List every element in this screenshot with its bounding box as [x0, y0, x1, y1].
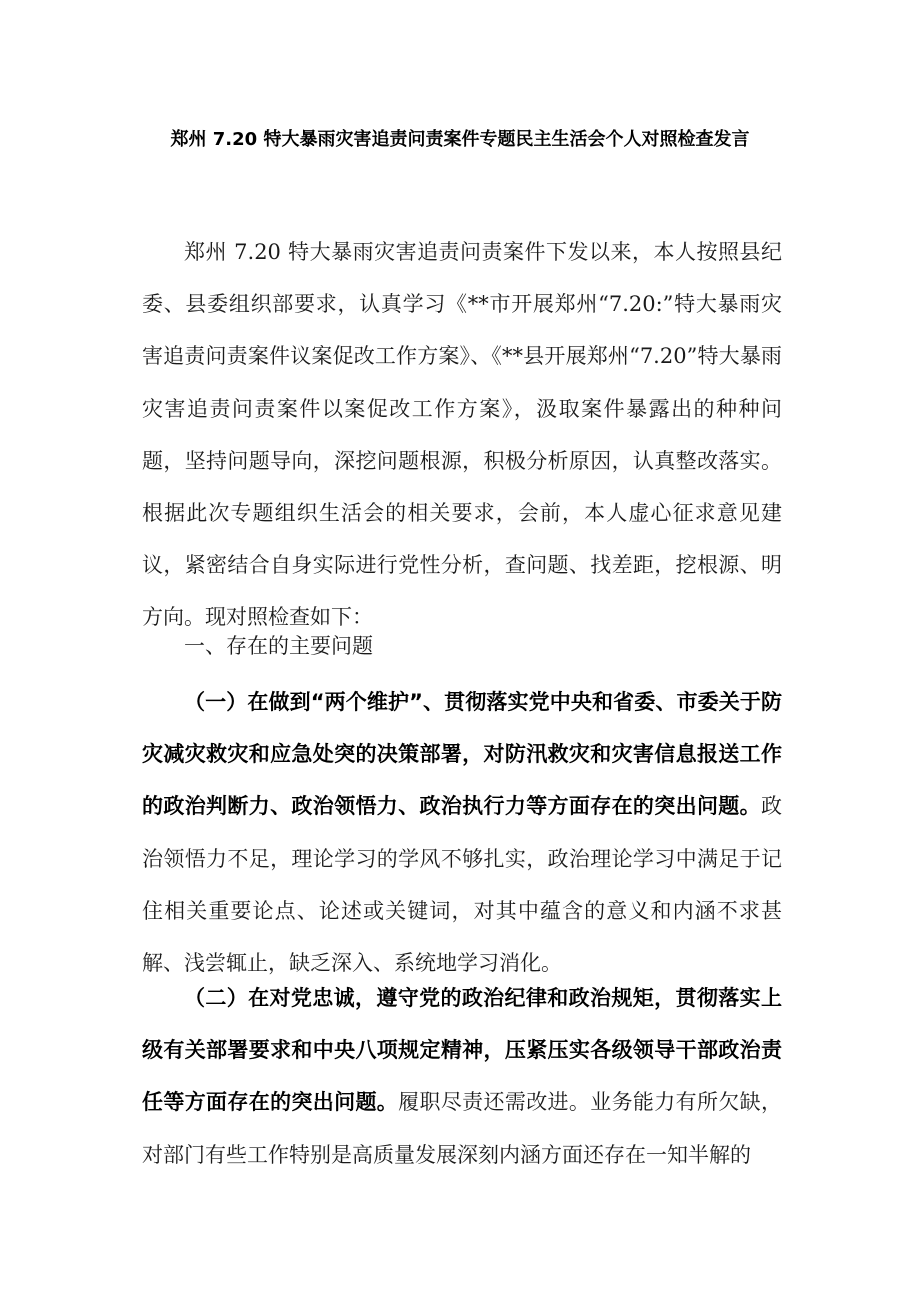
item-2-text — [142, 972, 782, 1181]
intro-text: 郑州 7.20 特大暴雨灾害追责问责案件下发以来，本人按照县纪委、县委组织部要求，认真学习《**市开展郑州“7.20:”特大暴雨灾害追责问责案件议案促改工作方案》、《**县开展郑州“7.20”特大暴雨灾害追责问责案件以案促改工作方案》，汲取案件暴露出的种种问题，坚持问题导向，深挖问题根源，积极分析原因，认真整改落实。根据此次专题组织生活会的相关要求，会前，本人虚心征求意见建议，紧密结合自身实际进行党性分析，查问题、找差距，挖根源、明方向。现对照检查如下： — [142, 240, 782, 630]
document-title: 郑州 7.20 特大暴雨灾害追责问责案件专题民主生活会个人对照检查发言 — [170, 129, 750, 150]
item-2-heading: （二）在对党忠诚，遵守党的政治纪律和政治规矩，贯彻落实上级有关部署要求和中央八项规定精神，压紧压实各级领导干部政治责任等方面存在的突出问题。 — [142, 986, 782, 1115]
item-1-text — [142, 676, 782, 989]
item-1-paragraph — [142, 676, 782, 989]
item-1-heading: （一）在做到“两个维护”、贯彻落实党中央和省委、市委关于防灾减灾救灾和应急处突的决策部署，对防汛救灾和灾害信息报送工作的政治判断力、政治领悟力、政治执行力等方面存在的突出问题。 — [142, 690, 782, 819]
item-2-body: 履职尽责还需改进。业务能力有所欠缺，对部门有些工作特别是高质量发展深刻内涵方面还存在一知半解的 — [142, 1090, 783, 1167]
section-heading: 一、存在的主要问题 — [184, 634, 373, 658]
section-heading-block — [142, 620, 782, 672]
item-1-body: 政治领悟力不足，理论学习的学风不够扎实，政治理论学习中满足于记住相关重要论点、论述或关键词，对其中蕴含的意义和内涵不求甚解、浅尝辄止，缺乏深入、系统地学习消化。 — [142, 794, 782, 976]
intro-paragraph — [142, 226, 782, 644]
item-2-paragraph — [142, 972, 782, 1181]
